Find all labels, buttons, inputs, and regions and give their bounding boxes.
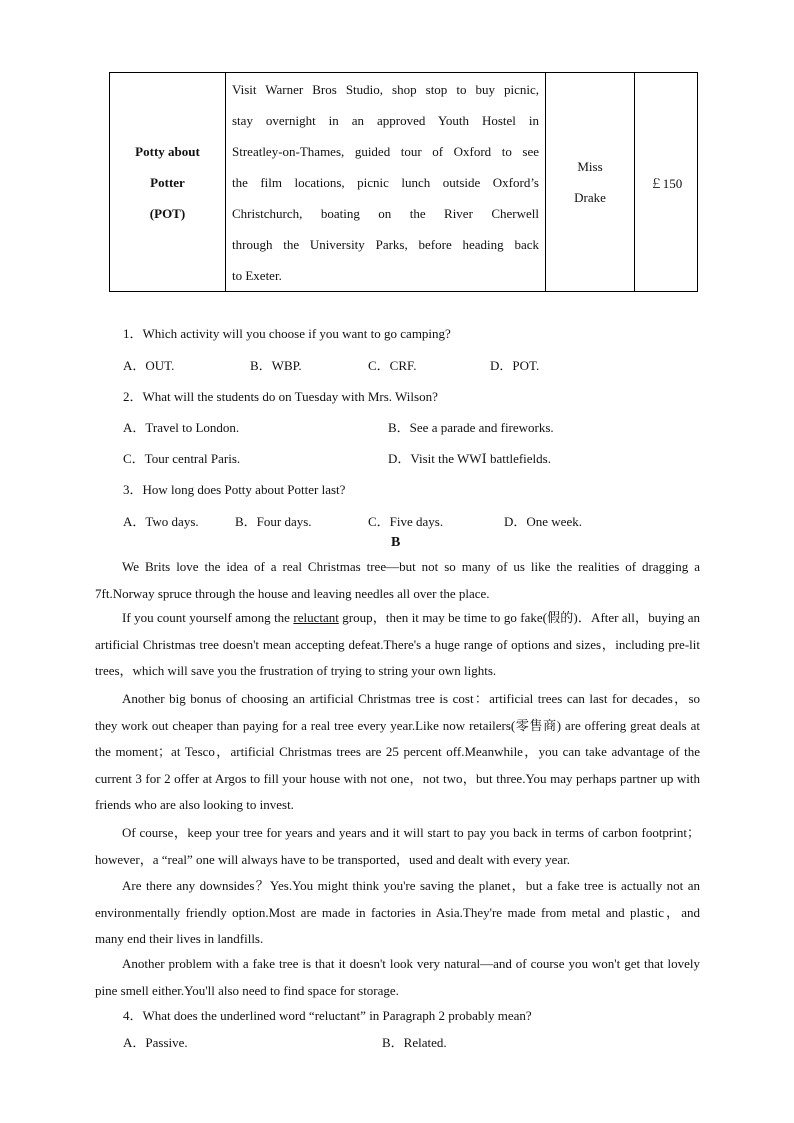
question-2-option-d[interactable]: D．Visit the WWⅠ battlefields. xyxy=(388,451,551,466)
trip-table xyxy=(109,72,698,292)
trip-name-line: Potter xyxy=(150,174,185,190)
description-line: the film locations, picnic lunch outside Oxford’s xyxy=(232,174,539,190)
question-1-option-a[interactable]: A．OUT. xyxy=(123,358,175,373)
paragraph-text: We Brits love the idea of a real Christmas tree—but not so many of us like the realities of dragging a 7ft.Norway spruce through the house and leaving needles all over the place. xyxy=(95,559,700,601)
question-4-option-a[interactable]: A．Passive. xyxy=(123,1035,188,1050)
trip-name-line: Potty about xyxy=(135,143,200,159)
trip-code: (POT) xyxy=(149,205,186,221)
paragraph-text: Of course，keep your tree for years and years and it will start to pay you back in terms of carbon footprint；however，a “real” one will always have to be transported，used and dealt with every year. xyxy=(95,825,700,867)
teacher-cell xyxy=(546,73,635,292)
question-1-option-d[interactable]: D．POT. xyxy=(490,358,540,373)
table-row xyxy=(110,73,698,292)
question-3-stem: 3．How long does Potty about Potter last? xyxy=(123,482,346,497)
question-3-option-b[interactable]: B．Four days. xyxy=(235,514,312,529)
passage-paragraph-5 xyxy=(95,873,700,953)
underlined-word: reluctant xyxy=(293,610,339,625)
question-3-option-c[interactable]: C．Five days. xyxy=(368,514,444,529)
paragraph-text: Another big bonus of choosing an artificial Christmas tree is cost：artificial trees can last for decades，so they work out cheaper than paying for a real tree every year.Like now retailers(零售商) are offering great deals at the moment；at Tesco，artificial Christmas trees are 25 percent off.Meanwhile，you can take advantage of the current 3 for 2 offer at Argos to fill your house with not one，not two，but three.You may perhaps partner up with friends who are also looking to invest. xyxy=(95,691,700,812)
question-1-option-c[interactable]: C．CRF. xyxy=(368,358,417,373)
teacher-line: Drake xyxy=(574,190,606,205)
question-3-option-d[interactable]: D．One week. xyxy=(504,514,582,529)
question-2-option-b[interactable]: B．See a parade and fireworks. xyxy=(388,420,554,435)
question-2-stem: 2．What will the students do on Tuesday with Mrs. Wilson? xyxy=(123,389,438,404)
passage-paragraph-6 xyxy=(95,951,700,1004)
passage-paragraph-4 xyxy=(95,820,700,873)
trip-name-cell xyxy=(110,73,226,292)
passage-paragraph-2 xyxy=(95,605,700,685)
question-4-option-b[interactable]: B．Related. xyxy=(382,1035,447,1050)
description-line: Christchurch, boating on the River Cherwell xyxy=(232,205,539,221)
trip-description-cell xyxy=(226,73,546,292)
description-line: through the University Parks, before heading back xyxy=(232,236,539,252)
teacher-line: Miss xyxy=(577,159,603,174)
paragraph-text: If you count yourself among the xyxy=(122,610,294,625)
passage-paragraph-1 xyxy=(95,554,700,607)
description-line: to Exeter. xyxy=(232,267,282,283)
question-3-option-a[interactable]: A．Two days. xyxy=(123,514,199,529)
question-4-stem: 4．What does the underlined word “reluctant” in Paragraph 2 probably mean? xyxy=(123,1008,532,1023)
question-1-option-b[interactable]: B．WBP. xyxy=(250,358,302,373)
price-cell: ￡150 xyxy=(635,73,698,292)
description-line: Visit Warner Bros Studio, shop stop to buy picnic, xyxy=(232,81,539,97)
section-heading: B xyxy=(391,535,401,550)
question-2-option-c[interactable]: C．Tour central Paris. xyxy=(123,451,241,466)
description-line: stay overnight in an approved Youth Hostel in xyxy=(232,112,539,128)
paragraph-text: Are there any downsides？Yes.You might think you're saving the planet，but a fake tree is actually not an environmentally friendly option.Most are made in factories in Asia.They're made from metal and plastic，and many end their lives in landfills. xyxy=(95,878,700,946)
question-1-stem: 1．Which activity will you choose if you want to go camping? xyxy=(123,326,451,341)
passage-paragraph-3 xyxy=(95,686,700,819)
paragraph-text: group，then it may be time to go fake(假的)．After all，buying an artificial Christmas tree doesn't mean accepting defeat.There's a huge range of options and sizes，including pre-lit trees，which will save you the frustration of trying to string your own lights. xyxy=(95,610,700,678)
description-line: Streatley-on-Thames, guided tour of Oxford to see xyxy=(232,143,539,159)
paragraph-text: Another problem with a fake tree is that it doesn't look very natural—and of course you won't get that lovely pine smell either.You'll also need to find space for storage. xyxy=(95,956,700,998)
question-2-option-a[interactable]: A．Travel to London. xyxy=(123,420,240,435)
